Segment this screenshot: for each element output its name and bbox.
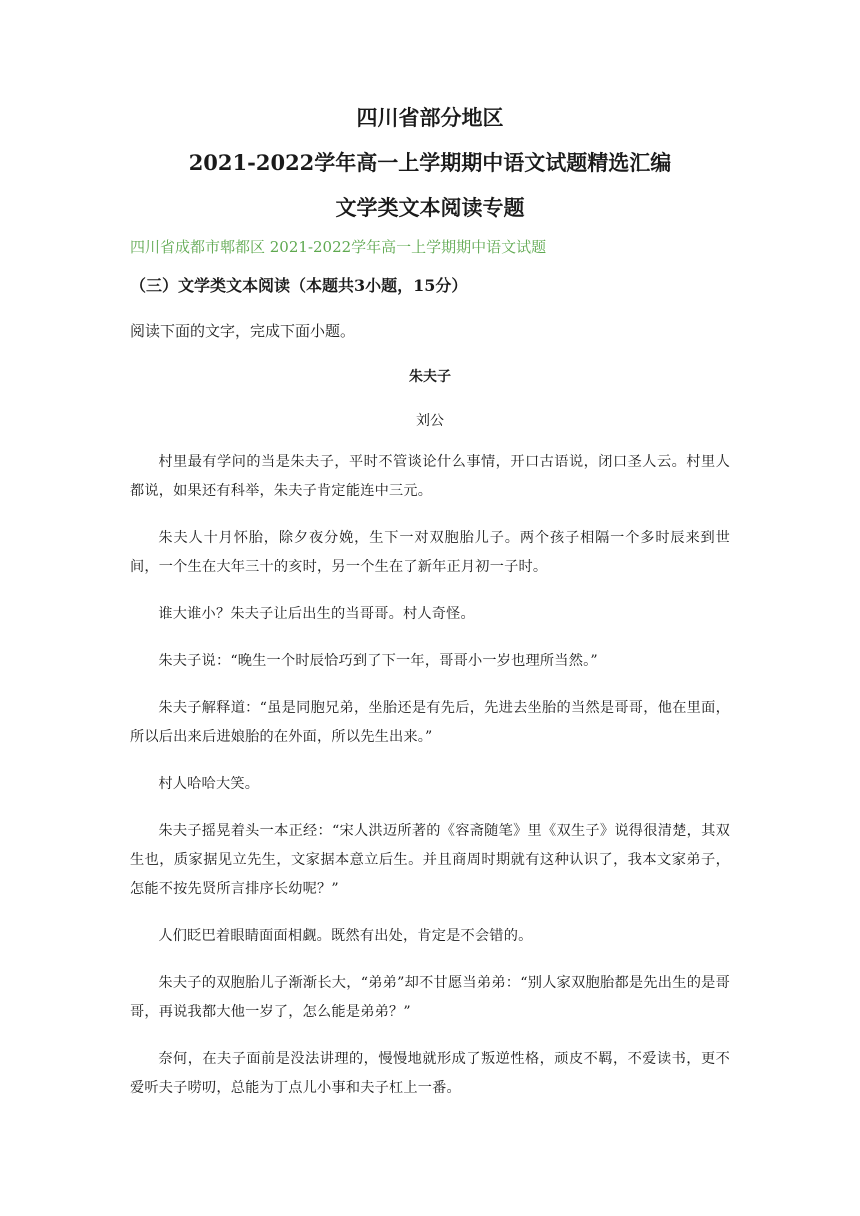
document-title-line3: 文学类文本阅读专题: [335, 195, 525, 220]
story-paragraph: 朱夫子摇晃着头一本正经：“宋人洪迈所著的《容斋随笔》里《双生子》说得很清楚，其双生也，质家据见立先生，文家据本意立后生。并且商周时期就有这种认识了，我本文家弟子，怎能不按先贤所言排序长幼呢？”: [130, 823, 730, 897]
reading-instruction: 阅读下面的文字，完成下面小题。: [130, 322, 356, 340]
story-paragraph: 村人哈哈大笑。: [158, 776, 260, 792]
story-paragraph: 奈何，在夫子面前是没法讲理的，慢慢地就形成了叛逆性格，顽皮不羁，不爱读书，更不爱听夫子唠叨，总能为丁点儿小事和夫子杠上一番。: [130, 1051, 730, 1096]
source-exam-link[interactable]: 四川省成都市郫都区 2021-2022学年高一上学期期中语文试题: [130, 238, 547, 256]
story-paragraph: 人们眨巴着眼睛面面相觑。既然有出处，肯定是不会错的。: [158, 928, 533, 944]
document-title-line2: 2021-2022学年高一上学期期中语文试题精选汇编: [188, 150, 672, 175]
story-author: 刘公: [416, 413, 444, 429]
story-body: [130, 448, 730, 1121]
section-heading: （三）文学类文本阅读（本题共3小题，15分）: [130, 276, 468, 295]
story-paragraph: 村里最有学问的当是朱夫子，平时不管谈论什么事情，开口古语说，闭口圣人云。村里人都说，如果还有科举，朱夫子肯定能连中三元。: [130, 454, 730, 499]
story-title: 朱夫子: [409, 369, 451, 385]
document-title-line1: 四川省部分地区: [356, 105, 504, 130]
story-paragraph: 朱夫子解释道：“虽是同胞兄弟，坐胎还是有先后，先进去坐胎的当然是哥哥，他在里面，所以后出来后进娘胎的在外面，所以先生出来。”: [130, 700, 730, 745]
story-paragraph: 朱夫子的双胞胎儿子渐渐长大，“弟弟”却不甘愿当弟弟：“别人家双胞胎都是先出生的是哥哥，再说我都大他一岁了，怎么能是弟弟？”: [130, 975, 730, 1020]
story-paragraph: 谁大谁小？朱夫子让后出生的当哥哥。村人奇怪。: [158, 606, 475, 622]
story-paragraph: 朱夫人十月怀胎，除夕夜分娩，生下一对双胞胎儿子。两个孩子相隔一个多时辰来到世间，一个生在大年三十的亥时，另一个生在了新年正月初一子时。: [130, 530, 730, 575]
story-paragraph: 朱夫子说：“晚生一个时辰恰巧到了下一年，哥哥小一岁也理所当然。”: [158, 653, 598, 669]
